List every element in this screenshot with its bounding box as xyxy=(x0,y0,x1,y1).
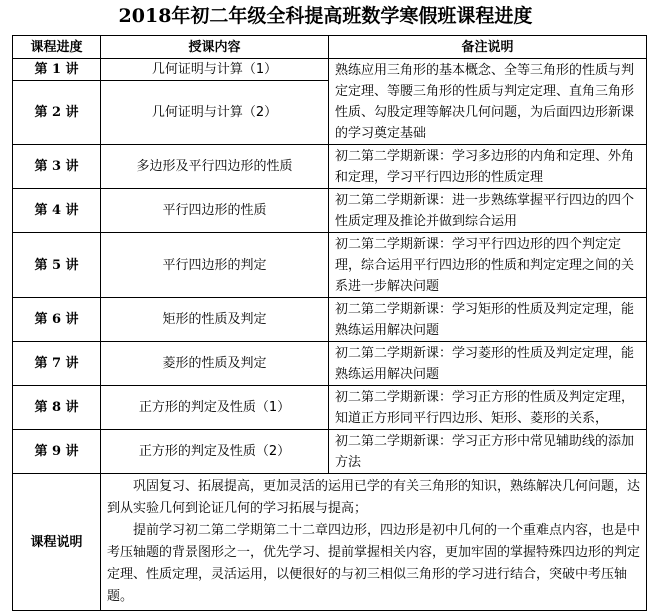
lecture-content: 几何证明与计算（2） xyxy=(101,81,329,145)
lecture-note: 初二第二学期新课：学习矩形的性质及判定定理，能熟练运用解决问题 xyxy=(329,298,647,342)
table-row xyxy=(13,233,647,298)
table-row xyxy=(13,342,647,386)
table-row xyxy=(13,386,647,430)
table-header-row xyxy=(13,36,647,59)
lecture-content: 正方形的判定及性质（1） xyxy=(101,386,329,430)
lecture-number: 第 5 讲 xyxy=(13,233,101,298)
header-lesson-content: 授课内容 xyxy=(101,36,329,59)
summary-paragraph-2: 提前学习初二第二学期第二十二章四边形，四边形是初中几何的一个重难点内容，也是中考压轴题的背景图形之一，优先学习、提前掌握相关内容，更加牢固的掌握特殊四边形的判定定理、性质定理，灵活运用，以便很好的与初三相似三角形的学习进行结合，突破中考压轴题。 xyxy=(107,523,641,604)
lecture-note: 初二第二学期新课：学习多边形的内角和定理、外角和定理，学习平行四边形的性质定理 xyxy=(329,145,647,189)
lecture-number: 第 9 讲 xyxy=(13,430,101,474)
lecture-note: 初二第二学期新课：学习平行四边形的四个判定定理，综合运用平行四边形的性质和判定定理之间的关系进一步解决问题 xyxy=(329,233,647,298)
lecture-note: 熟练应用三角形的基本概念、全等三角形的性质与判定定理、等腰三角形的性质与判定定理、直角三角形性质、勾股定理等解决几何问题，为后面四边形新课的学习奠定基础 xyxy=(329,59,647,145)
lecture-note: 初二第二学期新课：学习正方形的性质及判定定理，知道正方形同平行四边形、矩形、菱形的关系， xyxy=(329,386,647,430)
summary-label: 课程说明 xyxy=(13,474,101,611)
header-course-progress: 课程进度 xyxy=(13,36,101,59)
table-row xyxy=(13,189,647,233)
table-row xyxy=(13,145,647,189)
lecture-number: 第 8 讲 xyxy=(13,386,101,430)
lecture-number: 第 1 讲 xyxy=(13,59,101,81)
table-row xyxy=(13,59,647,81)
lecture-number: 第 6 讲 xyxy=(13,298,101,342)
lecture-number: 第 2 讲 xyxy=(13,81,101,145)
lecture-content: 矩形的性质及判定 xyxy=(101,298,329,342)
lecture-note: 初二第二学期新课：学习菱形的性质及判定定理，能熟练运用解决问题 xyxy=(329,342,647,386)
lecture-number: 第 3 讲 xyxy=(13,145,101,189)
course-schedule-table xyxy=(12,35,647,611)
summary-paragraph-1: 巩固复习、拓展提高，更加灵活的运用已学的有关三角形的知识，熟练解决几何问题，达到从实验几何到论证几何的学习拓展与提高； xyxy=(107,479,641,516)
table-row xyxy=(13,430,647,474)
summary-row xyxy=(13,474,647,611)
table-row xyxy=(13,298,647,342)
lecture-content: 菱形的性质及判定 xyxy=(101,342,329,386)
lecture-content: 平行四边形的性质 xyxy=(101,189,329,233)
lecture-content: 几何证明与计算（1） xyxy=(101,59,329,81)
page-title: 2018年初二年级全科提高班数学寒假班课程进度 xyxy=(118,5,533,27)
lecture-content: 平行四边形的判定 xyxy=(101,233,329,298)
header-remarks: 备注说明 xyxy=(329,36,647,59)
lecture-note: 初二第二学期新课：进一步熟练掌握平行四边的四个性质定理及推论并做到综合运用 xyxy=(329,189,647,233)
lecture-number: 第 4 讲 xyxy=(13,189,101,233)
lecture-content: 多边形及平行四边形的性质 xyxy=(101,145,329,189)
lecture-number: 第 7 讲 xyxy=(13,342,101,386)
lecture-note: 初二第二学期新课：学习正方形中常见辅助线的添加方法 xyxy=(329,430,647,474)
lecture-content: 正方形的判定及性质（2） xyxy=(101,430,329,474)
summary-text xyxy=(101,474,647,611)
